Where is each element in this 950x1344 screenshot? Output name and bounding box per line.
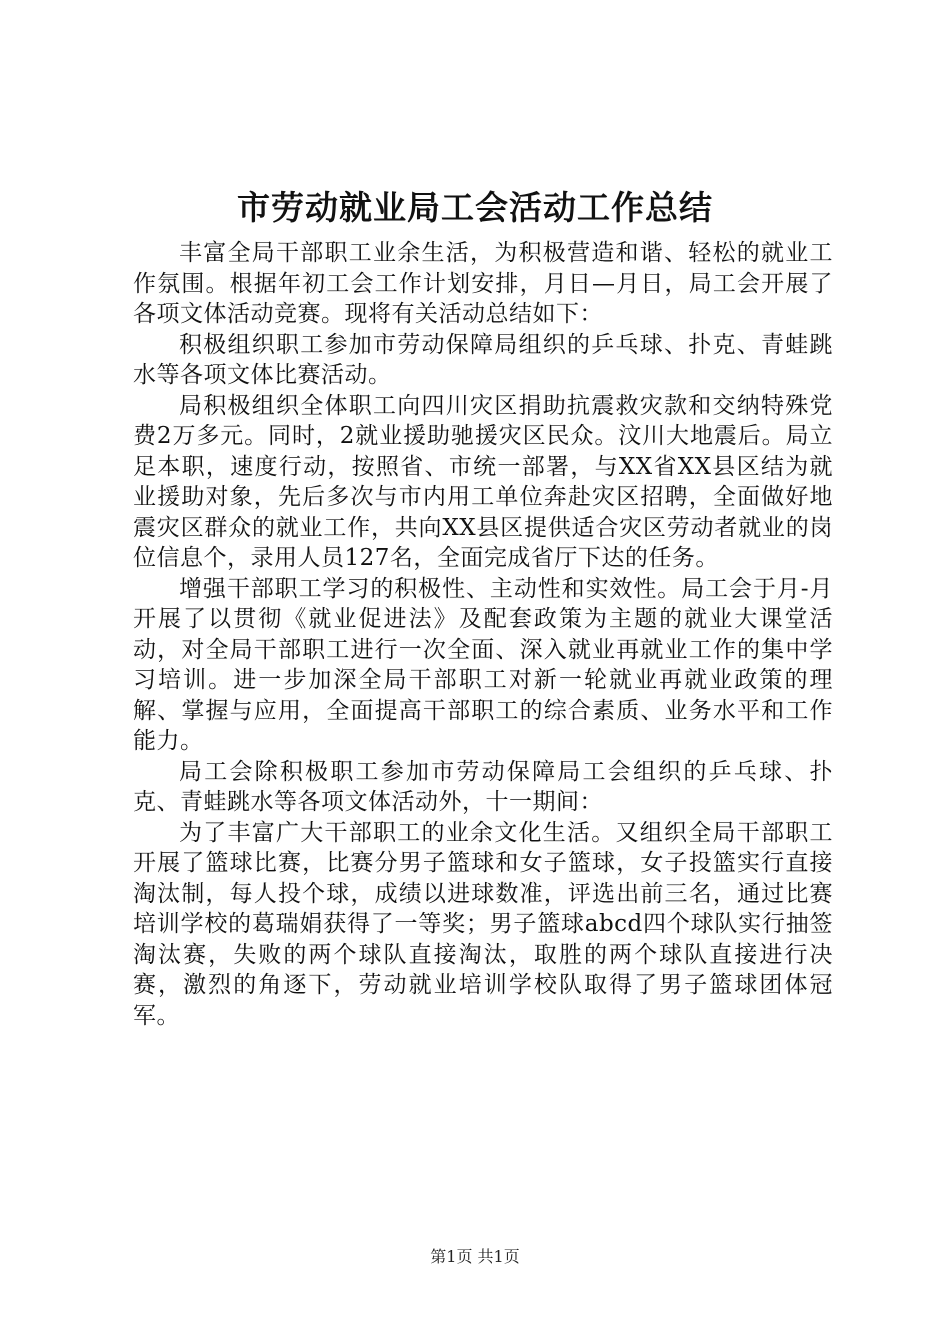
paragraph-study: 增强干部职工学习的积极性、主动性和实效性。局工会于月-月开展了以贯彻《就业促进法》及配套政策为主题的就业大课堂活动，对全局干部职工进行一次全面、深入就业再就业工作的集中学习培训。进一步加深全局干部职工对新一轮就业再就业政策的理解、掌握与应用，全面提高干部职工的综合素质、业务水平和工作能力。 <box>133 575 833 754</box>
paragraph-intro: 丰富全局干部职工业余生活，为积极营造和谐、轻松的就业工作氛围。根据年初工会工作计划安排，月日—月日，局工会开展了各项文体活动竞赛。现将有关活动总结如下： <box>133 240 833 327</box>
page-number: 第1页 共1页 <box>430 1247 520 1266</box>
paragraph-basketball: 为了丰富广大干部职工的业余文化生活。又组织全局干部职工开展了篮球比赛，比赛分男子篮球和女子篮球，女子投篮实行直接淘汰制，每人投个球，成绩以进球数准，评选出前三名，通过比赛培训学校的葛瑞娟获得了一等奖；男子篮球abcd四个球队实行抽签淘汰赛，失败的两个球队直接淘汰，取胜的两个球队直接进行决赛，激烈的角逐下，劳动就业培训学校队取得了男子篮球团体冠军。 <box>133 819 833 1029</box>
document-body <box>133 238 833 1031</box>
paragraph-competitions: 积极组织职工参加市劳动保障局组织的乒乓球、扑克、青蛙跳水等各项文体比赛活动。 <box>133 331 833 388</box>
document-title: 市劳动就业局工会活动工作总结 <box>237 188 713 227</box>
paragraph-activities: 局工会除积极职工参加市劳动保障局工会组织的乒乓球、扑克、青蛙跳水等各项文体活动外，十一期间： <box>133 758 833 815</box>
paragraph-donation: 局积极组织全体职工向四川灾区捐助抗震救灾款和交纳特殊党费2万多元。同时，2就业援助驰援灾区民众。汶川大地震后。局立足本职，速度行动，按照省、市统一部署，与XX省XX县区结为就业援助对象，先后多次与市内用工单位奔赴灾区招聘，全面做好地震灾区群众的就业工作，共向XX县区提供适合灾区劳动者就业的岗位信息个，录用人员127名，全面完成省厅下达的任务。 <box>133 392 833 571</box>
